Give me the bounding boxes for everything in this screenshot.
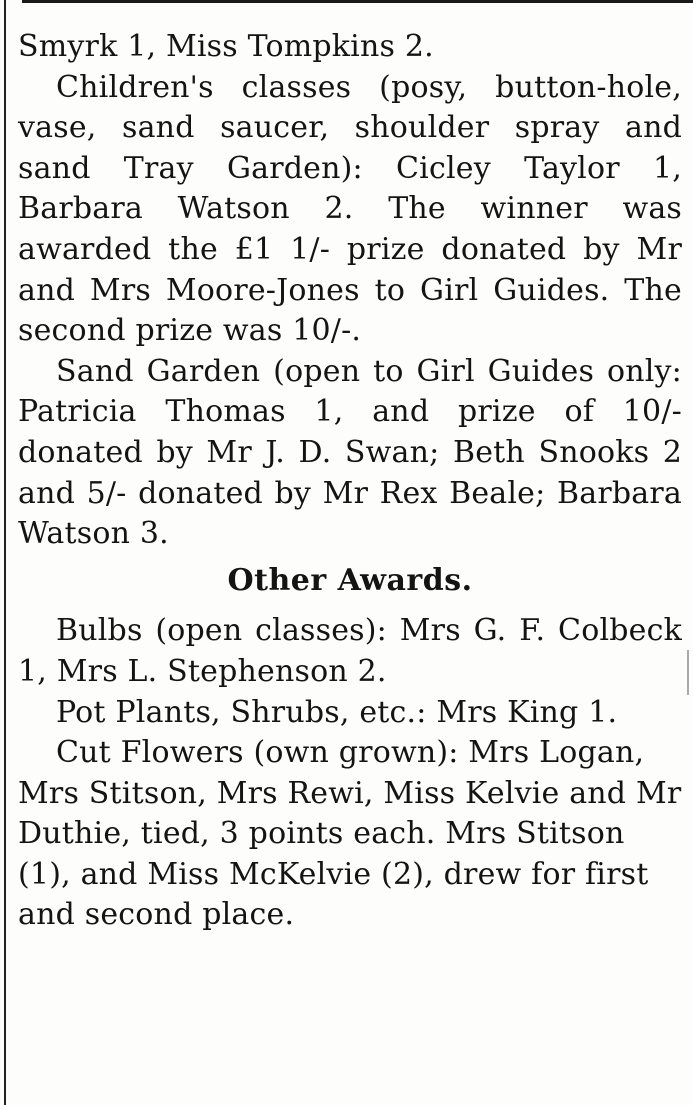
top-column-rule (22, 0, 693, 3)
paragraph-pot-plants: Pot Plants, Shrubs, etc.: Mrs King 1. (56, 694, 618, 730)
left-column-rule (4, 0, 6, 1105)
article-body (18, 27, 682, 936)
print-speck (687, 650, 689, 695)
paragraph-sand-garden: Sand Garden (open to Girl Guides only: Patricia Thomas 1, and prize of 10/- donated by Mr J. D. Swan; Beth Snooks 2 and 5/- donated by Mr Rex Beale; Barbara Watson 3. (18, 353, 682, 552)
paragraph-bulbs: Bulbs (open classes): Mrs G. F. Colbeck 1, Mrs L. Stephenson 2. (18, 613, 682, 689)
paragraph-childrens-classes: Children's classes (posy, button-hole, vase, sand saucer, shoulder spray and sand Tray Garden): Cicley Taylor 1, Barbara Watson 2. The winner was awarded the £1 1/- prize donated by Mr and Mrs Moore-Jones to Girl Guides. The second prize was 10/-. (18, 69, 682, 349)
section-heading-other-awards: Other Awards. (227, 562, 473, 598)
paragraph-smyrk: Smyrk 1, Miss Tompkins 2. (18, 29, 434, 64)
paragraph-cut-flowers: Cut Flowers (own grown): Mrs Logan, Mrs Stitson, Mrs Rewi, Miss Kelvie and Mr Duthie, tied, 3 points each. Mrs Stitson (1), and Miss McKelvie (2), drew for first and second place. (18, 735, 682, 933)
